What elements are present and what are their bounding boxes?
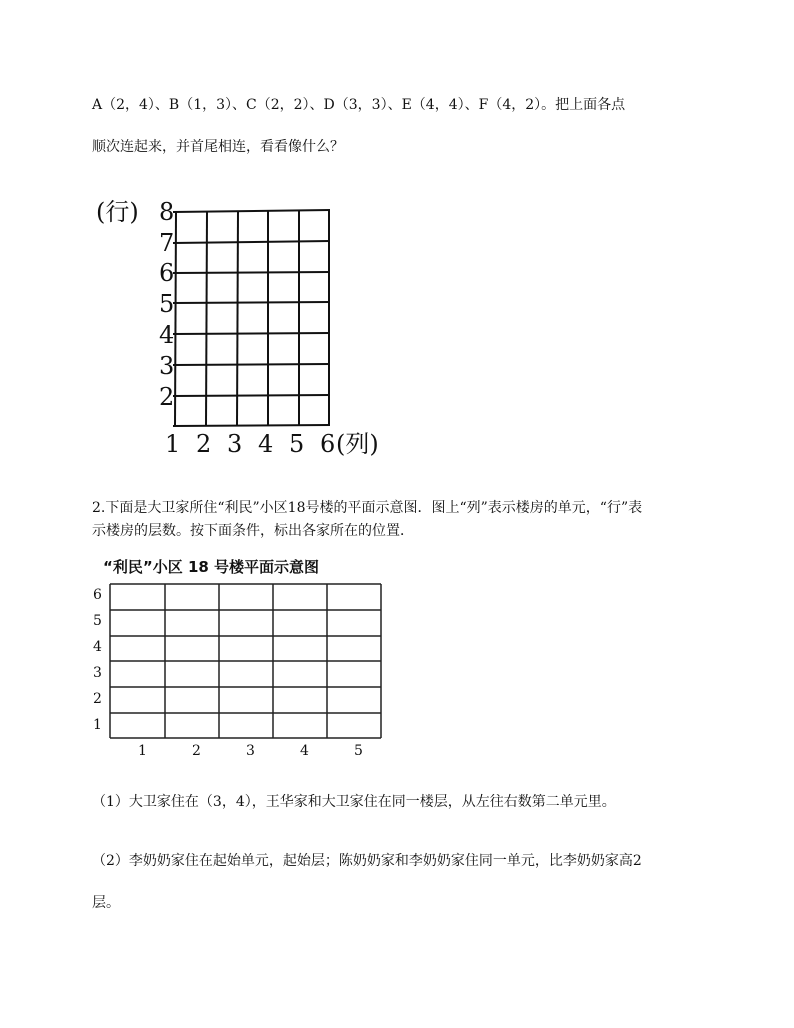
col-label-3: 3 [227,430,243,458]
row-label-2: 2 [159,383,175,411]
row-label-7: 7 [159,229,175,257]
row-label-6: 6 [159,259,175,287]
floor-label-3: 3 [93,665,102,681]
unit-label-5: 5 [354,743,363,759]
q2-item1: （1）大卫家住在（3，4），王华家和大卫家住在同一楼层，从左往右数第二单元里。 [92,794,616,810]
col-label-2: 2 [196,430,212,458]
q2-item2: （2）李奶奶家住在起始单元，起始层；陈奶奶家和李奶奶家住同一单元，比李奶奶家高2 [92,853,642,869]
floor-label-2: 2 [93,691,102,707]
unit-label-1: 1 [138,743,147,759]
unit-label-3: 3 [246,743,255,759]
col-label-6: 6 [320,430,336,458]
q1-text-line1: A（2，4）、B（1，3）、C（2，2）、D（3，3）、E（4，4）、F（4，2）。把上面各点 [92,97,626,113]
q2-text-line1: 2.下面是大卫家所住“利民”小区18号楼的平面示意图．图上“列”表示楼房的单元，“行”表 [92,500,643,516]
row-label-3: 3 [159,352,175,380]
floor-label-6: 6 [93,587,102,603]
col-axis-label: (列) [336,430,379,458]
col-label-4: 4 [258,430,274,458]
row-label-4: 4 [159,321,175,349]
q1-text-line2: 顺次连起来，并首尾相连，看看像什么？ [92,139,344,155]
row-label-8: 8 [159,198,175,226]
unit-label-2: 2 [192,743,201,759]
col-label-1: 1 [165,430,181,458]
row-axis-label: (行) [96,198,139,226]
row-label-5: 5 [159,290,175,318]
floor-label-5: 5 [93,613,102,629]
q2-grid-lines [110,584,381,738]
unit-label-4: 4 [300,743,309,759]
q2-chart-title: “利民”小区 18 号楼平面示意图 [103,558,320,576]
q2-item2-cont: 层。 [92,895,120,911]
floor-label-4: 4 [93,639,102,655]
q2-text-line2: 示楼房的层数。按下面条件，标出各家所在的位置． [92,523,414,539]
floor-label-1: 1 [93,717,102,733]
col-label-5: 5 [289,430,305,458]
